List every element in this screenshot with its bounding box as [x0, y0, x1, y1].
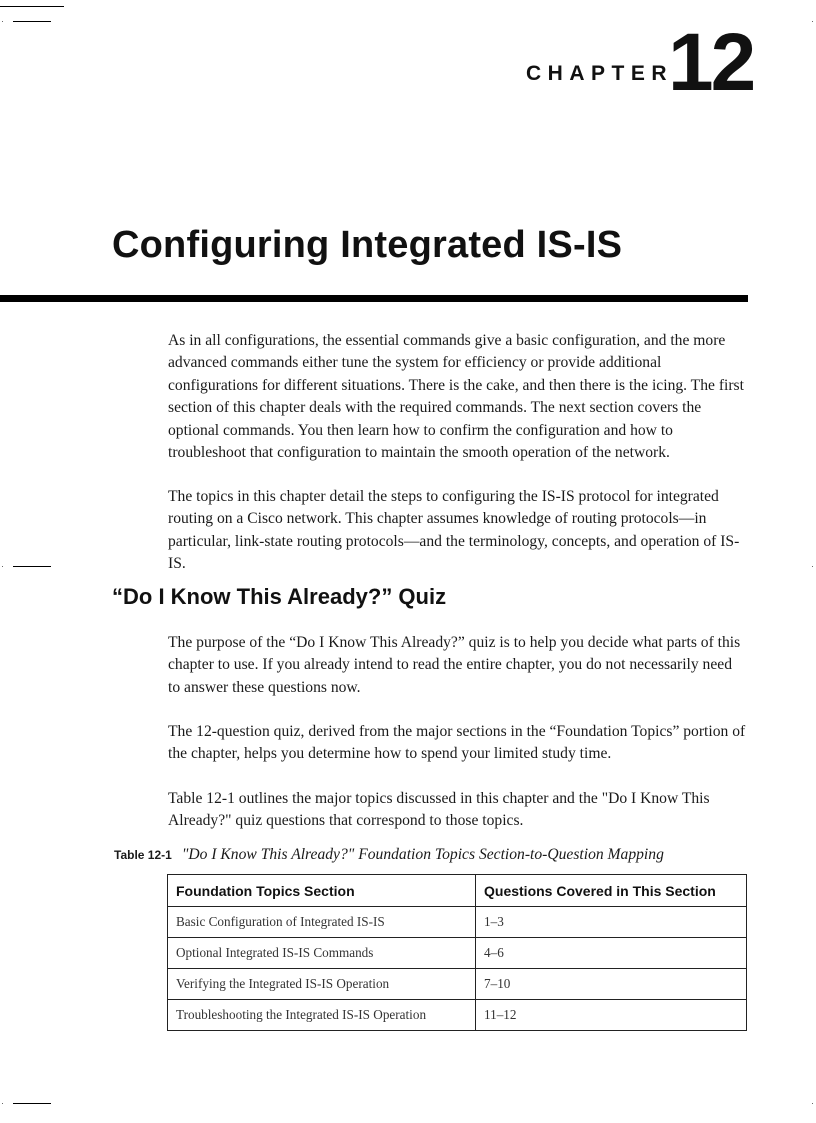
- crop-tick: [812, 21, 813, 22]
- mapping-table: [167, 874, 747, 1031]
- table-caption: [114, 845, 664, 865]
- crop-mark: [13, 1103, 51, 1104]
- crop-tick: [812, 1103, 813, 1104]
- title-rule: [0, 295, 748, 302]
- crop-tick: [812, 566, 813, 567]
- crop-tick: [2, 21, 3, 22]
- table-header-row: [168, 875, 747, 907]
- crop-tick: [2, 566, 3, 567]
- table-row: [168, 938, 747, 969]
- table-cell: Basic Configuration of Integrated IS-IS: [168, 907, 476, 938]
- intro-paragraph: As in all configurations, the essential commands give a basic configuration, and the more advanced commands either tune the system for efficiency or provide additional configurations for different situations. There is the cake, and then there is the icing. The first section of this chapter deals with the required commands. The next section covers the optional commands. You then learn how to confirm the configuration and how to troubleshoot that configuration to maintain the smooth operation of the network.: [168, 332, 744, 462]
- quiz-paragraph: The purpose of the “Do I Know This Already?” quiz is to help you decide what parts of this chapter to use. If you already intend to read the entire chapter, you do not necessarily need to answer these questions now.: [168, 634, 741, 696]
- crop-tick: [2, 1103, 3, 1104]
- table-row: [168, 907, 747, 938]
- table-header-cell: Foundation Topics Section: [168, 875, 476, 907]
- quiz-paragraph: The 12-question quiz, derived from the major sections in the “Foundation Topics” portion of the chapter, helps you determine how to spend your limited study time.: [168, 723, 746, 763]
- page-title: Configuring Integrated IS-IS: [112, 224, 623, 266]
- table-cell: 4–6: [476, 938, 747, 969]
- table-label: Table 12-1: [114, 848, 172, 862]
- chapter-label: CHAPTER: [526, 62, 674, 85]
- quiz-paragraph: Table 12-1 outlines the major topics discussed in this chapter and the "Do I Know This Already?" quiz questions that correspond to those topics.: [168, 790, 710, 830]
- crop-mark: [0, 6, 64, 7]
- table-cell: 1–3: [476, 907, 747, 938]
- chapter-number: 12: [668, 17, 754, 108]
- table-header-cell: Questions Covered in This Section: [476, 875, 747, 907]
- table-caption-text: "Do I Know This Already?" Foundation Topics Section-to-Question Mapping: [181, 846, 664, 863]
- table-cell: Troubleshooting the Integrated IS-IS Operation: [168, 1000, 476, 1031]
- intro-paragraph: The topics in this chapter detail the steps to configuring the IS-IS protocol for integrated routing on a Cisco network. This chapter assumes knowledge of routing protocols—in particular, link-state routing protocols—and the terminology, concepts, and operation of IS-IS.: [168, 488, 740, 573]
- crop-mark: [13, 566, 51, 567]
- table-cell: 11–12: [476, 1000, 747, 1031]
- crop-mark: [13, 21, 51, 22]
- table-cell: Optional Integrated IS-IS Commands: [168, 938, 476, 969]
- section-heading: “Do I Know This Already?” Quiz: [112, 584, 447, 609]
- table-row: [168, 969, 747, 1000]
- table-row: [168, 1000, 747, 1031]
- table-cell: 7–10: [476, 969, 747, 1000]
- table-cell: Verifying the Integrated IS-IS Operation: [168, 969, 476, 1000]
